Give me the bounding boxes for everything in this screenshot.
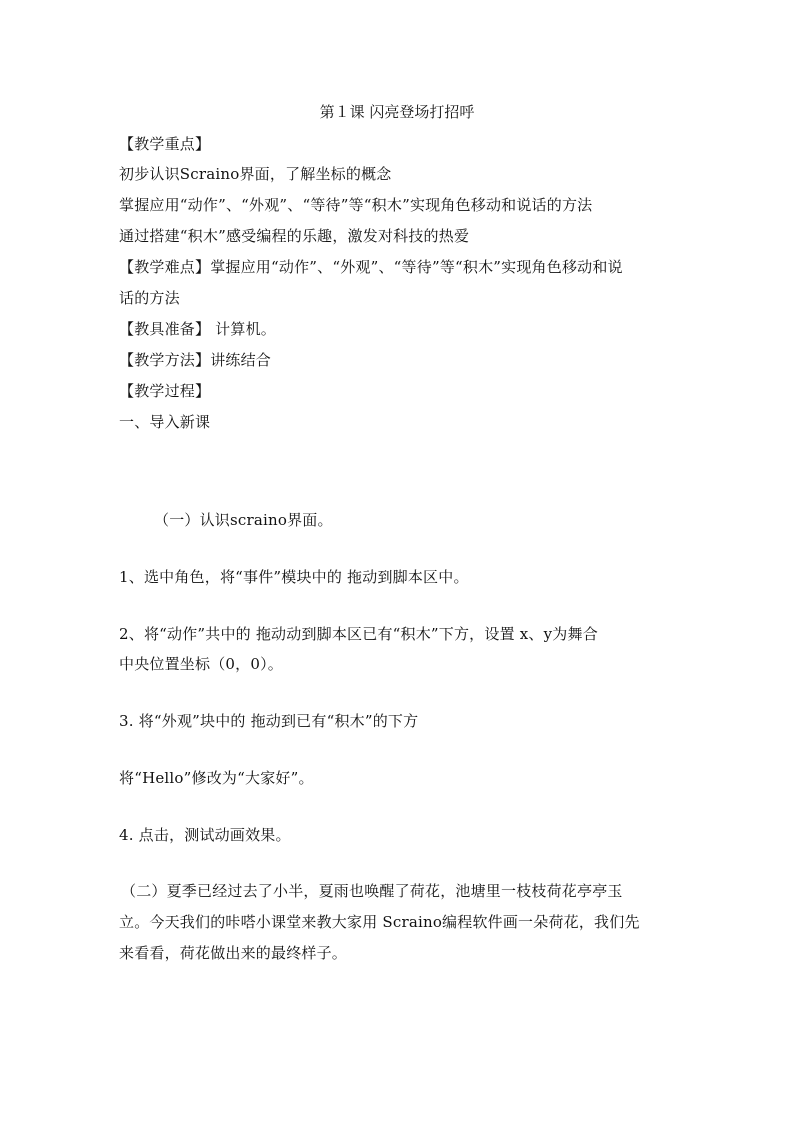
tools-line: 【教具准备】 计算机。 — [119, 320, 276, 338]
difficulty-line: 【教学难点】掌握应用“动作”、“外观”、“等待”等“积木”实现角色移动和说 — [119, 258, 623, 276]
method-line: 【教学方法】讲练结合 — [119, 351, 272, 369]
paragraph-line: （二）夏季已经过去了小半，夏雨也唤醒了荷花，池塘里一枝枝荷花亭亭玉 — [121, 882, 623, 900]
step-line: 4. 点击，测试动画效果。 — [119, 826, 291, 844]
focus-item: 初步认识Scraino界面，了解坐标的概念 — [119, 165, 392, 183]
paragraph-line: 来看看，荷花做出来的最终样子。 — [119, 944, 348, 962]
lesson-title: 第１课 闪亮登场打招呼 — [319, 103, 475, 121]
subsection-heading: （一）认识scraino界面。 — [154, 511, 333, 529]
focus-heading: 【教学重点】 — [119, 135, 211, 153]
process-heading: 【教学过程】 — [119, 382, 211, 400]
step-line: 1、选中角色，将“事件”模块中的 拖动到脚本区中。 — [119, 568, 469, 586]
paragraph-line: 立。今天我们的咔嗒小课堂来教大家用 Scraino编程软件画一朵荷花，我们先 — [119, 913, 640, 931]
focus-item: 通过搭建“积木”感受编程的乐趣，激发对科技的热爱 — [119, 227, 470, 245]
step-line: 3. 将“外观”块中的 拖动到已有“积木”的下方 — [119, 712, 419, 730]
step-line: 中央位置坐标（0，0）。 — [119, 655, 283, 673]
step-note: 将“Hello”修改为“大家好”。 — [119, 769, 314, 787]
difficulty-line: 话的方法 — [119, 289, 180, 307]
section-heading: 一、导入新课 — [119, 413, 211, 431]
step-line: 2、将“动作”共中的 拖动动到脚本区已有“积木”下方，设置 x、y为舞合 — [119, 625, 598, 643]
focus-item: 掌握应用“动作”、“外观”、“等待”等“积木”实现角色移动和说话的方法 — [119, 196, 593, 214]
